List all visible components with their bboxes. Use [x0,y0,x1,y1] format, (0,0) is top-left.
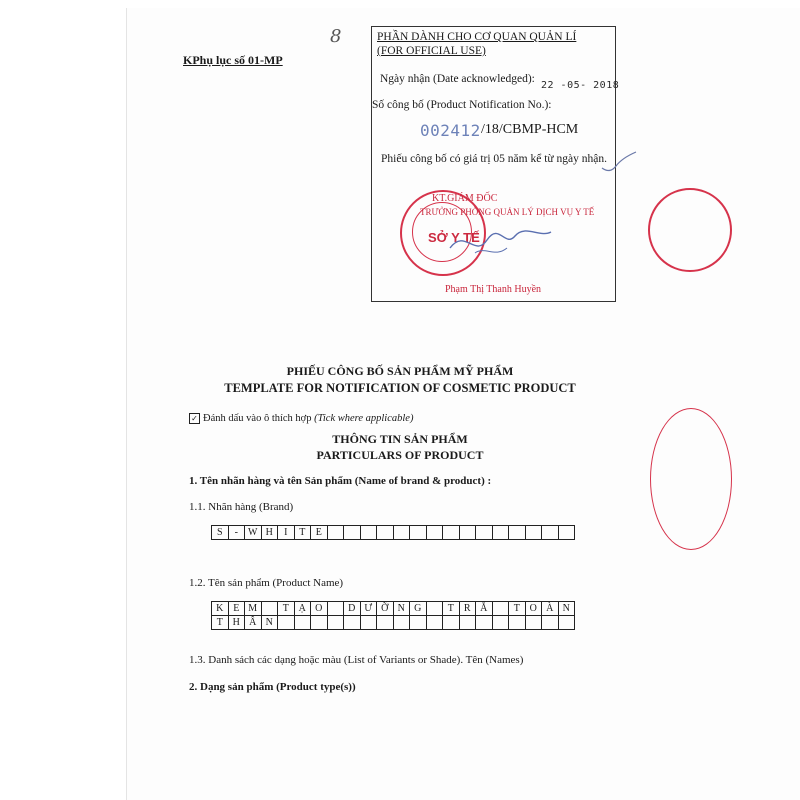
section-2-heading: 2. Dạng sản phẩm (Product type(s)) [189,681,356,693]
handwritten-tick-icon [600,148,638,178]
grid-cell: À [542,602,559,616]
grid-cell [509,616,526,630]
grid-cell: T [509,602,526,616]
grid-cell: H [229,616,246,630]
grid-cell [509,526,526,540]
official-title: KT.GIÁM ĐỐC [432,193,498,204]
grid-cell [311,616,328,630]
product-name-grid [211,601,575,630]
partial-seal-mid [650,408,732,550]
grid-cell: O [526,602,543,616]
grid-cell: T [278,602,295,616]
grid-cell [278,616,295,630]
grid-cell [410,526,427,540]
grid-cell [328,602,345,616]
grid-cell [361,526,378,540]
grid-cell [443,526,460,540]
handwritten-mark: 8 [330,26,342,47]
grid-cell [344,616,361,630]
brand-label: 1.1. Nhãn hàng (Brand) [189,501,294,513]
grid-cell: I [278,526,295,540]
product-name-label: 1.2. Tên sản phẩm (Product Name) [189,577,344,589]
tick-en: (Tick where applicable) [314,413,414,424]
grid-cell: T [443,602,460,616]
brand-grid [211,525,575,540]
notice-label: Số công bố (Product Notification No.): [372,99,552,111]
grid-cell: R [460,602,477,616]
validity-text: Phiếu công bố có giá trị 05 năm kể từ ngày nhận. [381,153,607,165]
grid-cell [559,526,576,540]
partial-seal-top [648,188,732,272]
grid-cell [361,616,378,630]
grid-cell: O [311,602,328,616]
variants-label: 1.3. Danh sách các dạng hoặc màu (List of Variants or Shade). Tên (Names) [189,654,524,666]
grid-cell: H [262,526,279,540]
checkbox-icon: ✓ [189,413,200,424]
annex-label: KPhụ lục số 01-MP [183,53,283,67]
grid-cell [377,616,394,630]
grid-cell [377,526,394,540]
date-value: 22 -05- 2018 [541,80,620,91]
subtitle-en: PARTICULARS OF PRODUCT [316,448,484,462]
form-title-en: TEMPLATE FOR NOTIFICATION OF COSMETIC PRODUCT [224,381,576,395]
grid-cell: Ạ [295,602,312,616]
grid-cell [526,526,543,540]
official-name: Phạm Thị Thanh Huyền [445,284,542,295]
seal-text: SỞ Y TẾ [428,230,480,245]
grid-cell: Â [245,616,262,630]
tick-vn: Đánh dấu vào ô thích hợp [203,413,312,424]
grid-cell: E [311,526,328,540]
grid-cell: S [212,526,229,540]
grid-cell [476,526,493,540]
grid-cell [328,616,345,630]
grid-cell [394,616,411,630]
subtitle-vn: THÔNG TIN SẢN PHẨM [332,432,468,446]
date-label: Ngày nhận (Date acknowledged): [380,73,535,85]
grid-cell [542,526,559,540]
grid-cell: E [229,602,246,616]
grid-cell [542,616,559,630]
notice-suffix: /18/CBMP-HCM [481,122,579,137]
grid-cell [328,526,345,540]
grid-cell: K [212,602,229,616]
notice-number: 002412 [420,121,481,140]
grid-cell [410,616,427,630]
grid-cell: Ư [361,602,378,616]
grid-cell [493,526,510,540]
grid-cell: Ỡ [377,602,394,616]
grid-cell [295,616,312,630]
grid-cell [443,616,460,630]
grid-cell [427,602,444,616]
official-dept: TRƯỞNG PHÒNG QUẢN LÝ DỊCH VỤ Y TẾ [420,207,595,217]
signature [445,218,555,268]
grid-cell [526,616,543,630]
grid-cell: D [344,602,361,616]
grid-cell: N [262,616,279,630]
grid-cell: - [229,526,246,540]
grid-cell [493,602,510,616]
grid-cell: T [212,616,229,630]
grid-cell [262,602,279,616]
official-header-vn: PHẦN DÀNH CHO CƠ QUAN QUẢN LÍ [377,31,577,43]
grid-cell [460,526,477,540]
official-header-en: (FOR OFFICIAL USE) [377,45,486,57]
grid-cell: Ắ [476,602,493,616]
grid-cell: T [295,526,312,540]
grid-cell [559,616,576,630]
grid-cell: M [245,602,262,616]
grid-cell: N [559,602,576,616]
grid-cell [460,616,477,630]
grid-cell: W [245,526,262,540]
grid-cell: N [394,602,411,616]
grid-cell [344,526,361,540]
grid-cell [394,526,411,540]
section-1-heading: 1. Tên nhãn hàng và tên Sản phẩm (Name of brand & product) : [189,475,492,487]
grid-cell [427,526,444,540]
form-title-vn: PHIẾU CÔNG BỐ SẢN PHẨM MỸ PHẨM [286,364,514,378]
grid-cell [427,616,444,630]
tick-instruction [189,413,413,424]
grid-cell [493,616,510,630]
grid-cell: G [410,602,427,616]
grid-cell [476,616,493,630]
